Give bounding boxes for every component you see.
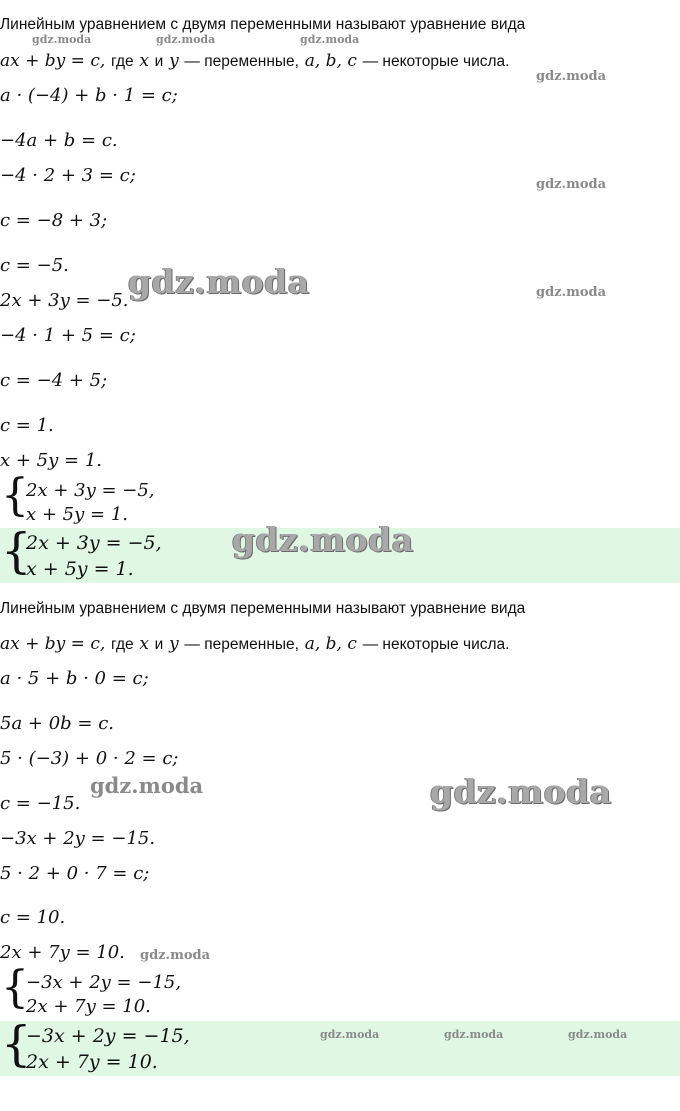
equation-system xyxy=(0,962,300,1020)
math-line: −4a + b = c. xyxy=(0,130,118,151)
watermark: gdz.moda xyxy=(128,262,310,301)
brace-symbol: { xyxy=(1,962,29,1013)
general-form-equation: ax + by = c, xyxy=(0,51,106,71)
watermark: gdz.moda xyxy=(536,69,607,84)
math-line: −4 · 2 + 3 = c; xyxy=(0,165,136,186)
general-form-word: и xyxy=(154,53,164,70)
system-row: −3x + 2y = −15, xyxy=(26,972,182,993)
answer-row: 2x + 7y = 10. xyxy=(26,1051,158,1073)
math-line: a · 5 + b · 0 = c; xyxy=(0,668,149,689)
math-line: c = −15. xyxy=(0,793,81,814)
math-line: a · (−4) + b · 1 = c; xyxy=(0,85,178,106)
answer-system xyxy=(0,1016,300,1076)
watermark: gdz.moda xyxy=(156,33,216,46)
brace-symbol: { xyxy=(1,1016,32,1072)
math-line: x + 5y = 1. xyxy=(0,450,102,471)
general-form-var-y: y xyxy=(169,634,179,654)
watermark: gdz.moda xyxy=(140,948,211,963)
math-line: c = 1. xyxy=(0,415,54,436)
watermark: gdz.moda xyxy=(444,1028,504,1041)
definition-text: Линейным уравнением с двумя переменными называют уравнение вида xyxy=(0,600,526,617)
general-form-word: — переменные, xyxy=(184,53,299,70)
watermark: gdz.moda xyxy=(90,773,204,798)
general-form-coefficients: a, b, c xyxy=(304,634,357,654)
general-form-var-x: x xyxy=(139,634,149,654)
general-form-word: и xyxy=(154,636,164,653)
answer-row: −3x + 2y = −15, xyxy=(26,1025,190,1047)
brace-symbol: { xyxy=(1,523,32,579)
math-line: 2x + 3y = −5. xyxy=(0,290,129,311)
math-line: 5a + 0b = c. xyxy=(0,713,115,734)
general-form-word: — некоторые числа. xyxy=(362,636,510,653)
math-line: 5 · 2 + 0 · 7 = c; xyxy=(0,863,150,884)
watermark: gdz.moda xyxy=(320,1028,380,1041)
system-row: 2x + 7y = 10. xyxy=(26,996,151,1017)
watermark: gdz.moda xyxy=(536,285,607,300)
general-form-word: где xyxy=(110,636,134,653)
answer-row: x + 5y = 1. xyxy=(26,558,134,580)
system-row: 2x + 3y = −5, xyxy=(26,480,155,501)
math-line: 2x + 7y = 10. xyxy=(0,942,125,963)
general-form-var-x: x xyxy=(139,51,149,71)
general-form-equation: ax + by = c, xyxy=(0,634,106,654)
general-form-word: где xyxy=(110,53,134,70)
general-form-word: — переменные, xyxy=(184,636,299,653)
math-line: c = 10. xyxy=(0,907,66,928)
general-form-coefficients: a, b, c xyxy=(304,51,357,71)
watermark: gdz.moda xyxy=(32,33,92,46)
brace-symbol: { xyxy=(1,470,29,521)
math-line: c = −8 + 3; xyxy=(0,210,108,231)
watermark: gdz.moda xyxy=(568,1028,628,1041)
watermark: gdz.moda xyxy=(300,33,360,46)
general-form-line xyxy=(0,633,510,656)
math-line: 5 · (−3) + 0 · 2 = c; xyxy=(0,748,179,769)
math-line: c = −5. xyxy=(0,255,69,276)
general-form-word: — некоторые числа. xyxy=(362,53,510,70)
watermark: gdz.moda xyxy=(232,520,414,559)
watermark: gdz.moda xyxy=(536,177,607,192)
answer-row: 2x + 3y = −5, xyxy=(26,532,162,554)
general-form-var-y: y xyxy=(169,51,179,71)
system-row: x + 5y = 1. xyxy=(26,504,128,525)
math-line: c = −4 + 5; xyxy=(0,370,108,391)
definition-text: Линейным уравнением с двумя переменными называют уравнение вида xyxy=(0,16,526,33)
watermark: gdz.moda xyxy=(430,772,612,811)
math-line: −3x + 2y = −15. xyxy=(0,828,156,849)
math-line: −4 · 1 + 5 = c; xyxy=(0,325,136,346)
general-form-line xyxy=(0,50,510,73)
